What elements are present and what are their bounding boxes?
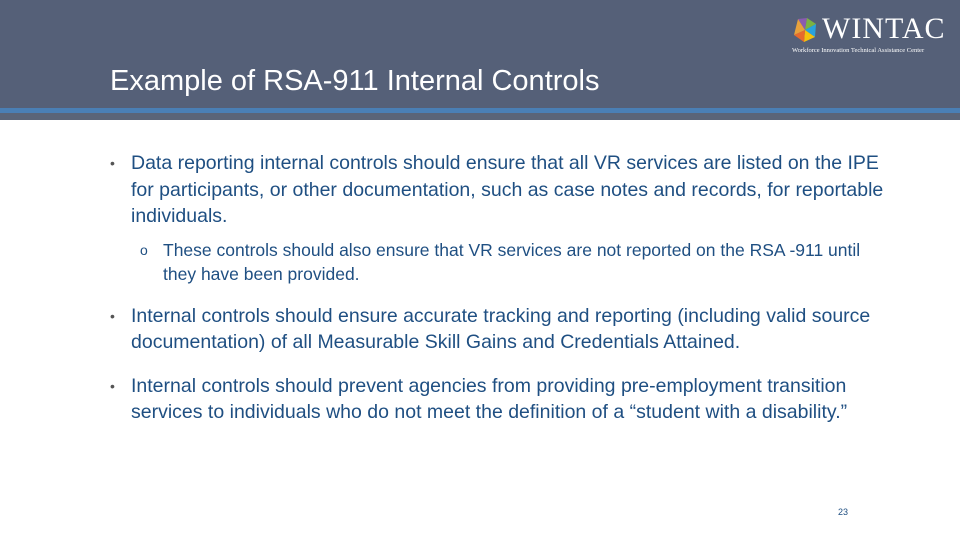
bullet-item xyxy=(110,373,890,426)
sub-bullet-text: These controls should also ensure that VR services are not reported on the RSA -911 until they have been provided. xyxy=(163,239,861,284)
sub-bullet-marker: o xyxy=(140,241,148,258)
bullet-item xyxy=(110,303,890,356)
bullet-text: Internal controls should prevent agencies from providing pre-employment transition services to individuals who do not meet the definition of a “student with a disability.” xyxy=(131,374,848,423)
sub-bullet-item xyxy=(110,238,890,286)
bullet-marker: • xyxy=(110,307,115,324)
bullet-item xyxy=(110,150,890,230)
header-divider xyxy=(0,113,960,120)
bullet-text: Data reporting internal controls should ensure that all VR services are listed on the IPE for participants, or other documentation, such as case notes and records, for reportable individuals. xyxy=(131,152,884,227)
logo-subtitle: Workforce Innovation Technical Assistance Center xyxy=(792,47,925,54)
logo-pinwheel-icon xyxy=(792,17,818,43)
bullet-marker: • xyxy=(110,377,115,394)
bullet-text: Internal controls should ensure accurate tracking and reporting (including valid source documentation) of all Measurable Skill Gains and Credentials Attained. xyxy=(131,304,871,353)
wintac-logo xyxy=(792,14,952,60)
slide-title: Example of RSA-911 Internal Controls xyxy=(110,65,600,97)
slide-body xyxy=(110,150,890,434)
logo-wordmark: WINTAC xyxy=(822,12,946,45)
bullet-marker: • xyxy=(110,155,115,171)
page-number: 23 xyxy=(838,507,849,517)
